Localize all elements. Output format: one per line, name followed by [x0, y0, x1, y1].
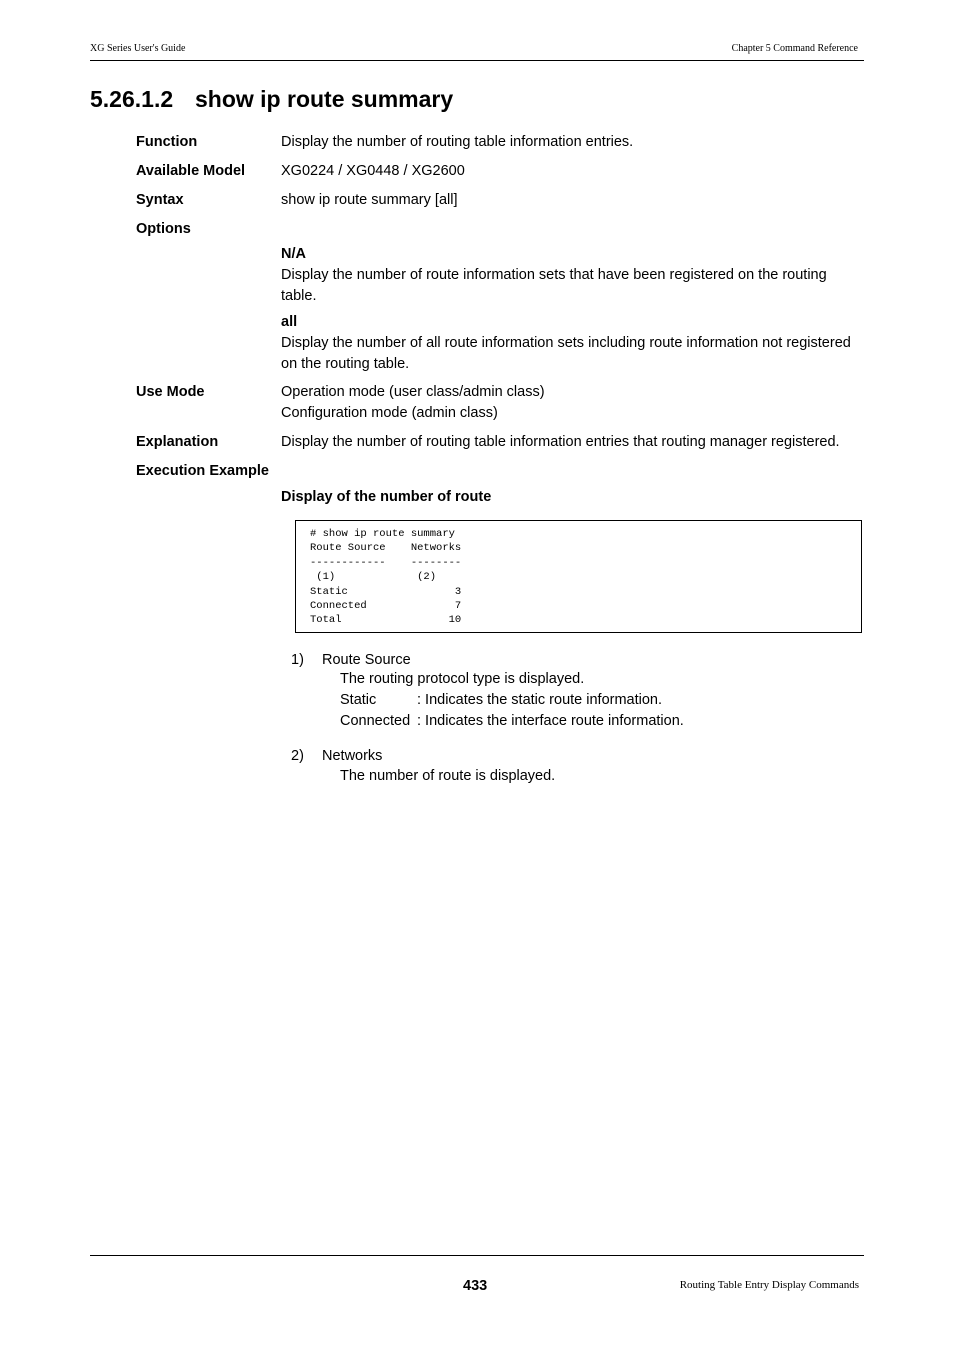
model-text: XG0224 / XG0448 / XG2600 — [281, 163, 465, 179]
code-example-box — [295, 520, 862, 633]
footer-divider — [90, 1255, 864, 1256]
option-all-text: Display the number of all route information sets including route information not registered on the routing table. — [281, 335, 851, 372]
option-na-text: Display the number of route information sets that have been registered on the routing table. — [281, 267, 827, 304]
note-1-title: Route Source — [322, 652, 411, 668]
header-guide-title: XG Series User's Guide — [90, 43, 186, 54]
function-label: Function — [136, 134, 198, 150]
note-2-desc: The number of route is displayed. — [340, 768, 556, 784]
options-label: Options — [136, 221, 191, 237]
note-1-connected-key: Connected — [340, 713, 411, 729]
page-number: 433 — [463, 1278, 488, 1294]
option-na-name: N/A — [281, 246, 306, 262]
header-chapter-title: Chapter 5 Command Reference — [731, 43, 858, 54]
use-mode-line1: Operation mode (user class/admin class) — [281, 384, 545, 400]
header-divider — [90, 60, 864, 61]
note-1-static-key: Static — [340, 692, 377, 708]
explanation-text: Display the number of routing table information entries that routing manager registered. — [281, 434, 840, 450]
note-1-number: 1) — [291, 652, 304, 668]
use-mode-line2: Configuration mode (admin class) — [281, 405, 498, 421]
example-subtitle: Display of the number of route — [281, 489, 492, 505]
option-all-name: all — [281, 314, 298, 330]
footer-section-title: Routing Table Entry Display Commands — [679, 1279, 859, 1291]
note-1-static-value: : Indicates the static route information. — [417, 692, 663, 708]
explanation-label: Explanation — [136, 434, 219, 450]
section-number: 5.26.1.2 — [90, 86, 174, 112]
note-2-number: 2) — [291, 748, 304, 764]
section-heading — [90, 86, 453, 113]
execution-example-label: Execution Example — [136, 463, 269, 479]
syntax-label: Syntax — [136, 192, 184, 208]
section-title: show ip route summary — [195, 86, 454, 112]
function-text: Display the number of routing table information entries. — [281, 134, 634, 150]
note-2-title: Networks — [322, 748, 383, 764]
note-1-connected-value: : Indicates the interface route information. — [417, 713, 684, 729]
code-example: # show ip route summary Route Source Networks ------------ -------- (1) (2) Static 3 Connected 7 Total 10 — [310, 528, 462, 627]
syntax-text: show ip route summary [all] — [281, 192, 458, 208]
note-1-desc: The routing protocol type is displayed. — [340, 671, 585, 687]
model-label: Available Model — [136, 163, 246, 179]
use-mode-label: Use Mode — [136, 384, 205, 400]
